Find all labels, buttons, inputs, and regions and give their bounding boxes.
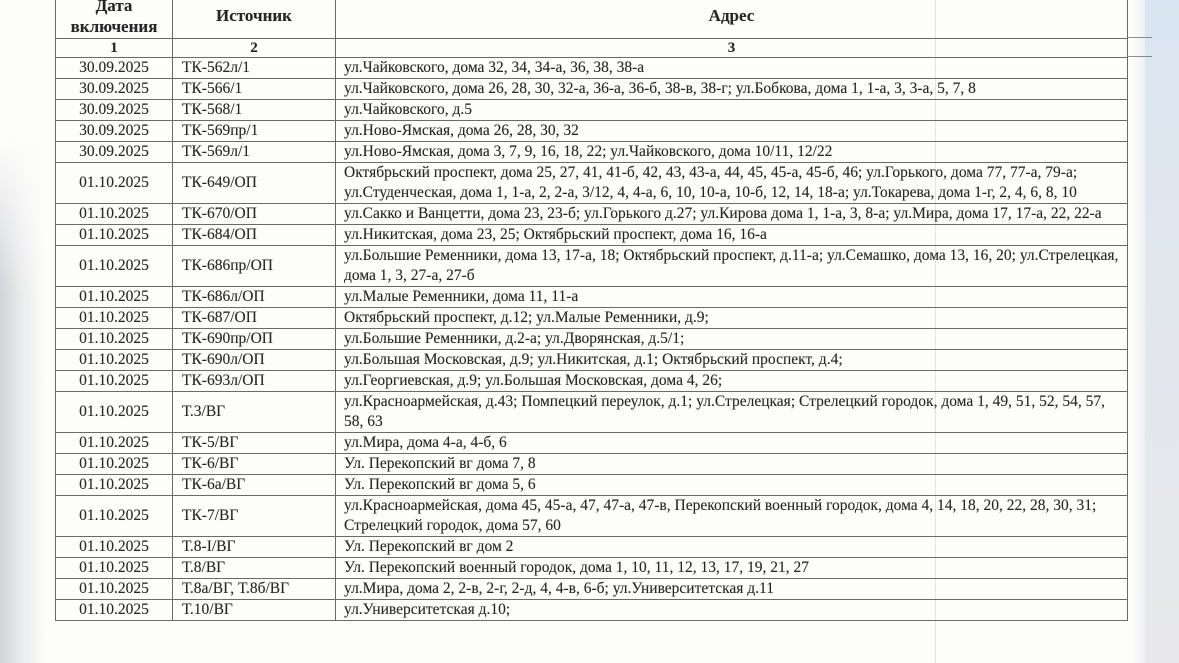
address-cell: Ул. Перекопский военный городок, дома 1, 10, 11, 12, 13, 17, 19, 21, 27	[336, 558, 1128, 579]
source-cell: ТК-684/ОП	[173, 225, 336, 246]
address-cell: ул.Малые Ременники, дома 11, 11-а	[336, 287, 1128, 308]
column-header-date: Дата включения	[56, 0, 173, 39]
table-row	[56, 204, 1128, 225]
table-body	[56, 58, 1128, 621]
address-cell: ул.Красноармейская, д.43; Помпецкий переулок, д.1; ул.Стрелецкая; Стрелецкий городок, дома 1, 49, 51, 52, 54, 57, 58, 63	[336, 392, 1128, 433]
address-cell: ул.Большие Ременники, д.2-а; ул.Дворянская, д.5/1;	[336, 329, 1128, 350]
table-row	[56, 392, 1128, 433]
column-number-2: 2	[173, 39, 336, 58]
scan-fold-line	[935, 0, 936, 663]
background-gradient-right	[1145, 0, 1179, 663]
table-row	[56, 537, 1128, 558]
address-cell: ул.Мира, дома 2, 2-в, 2-г, 2-д, 4, 4-в, 6-б; ул.Университетская д.11	[336, 579, 1128, 600]
address-cell: Ул. Перекопский вг дома 7, 8	[336, 454, 1128, 475]
table-row	[56, 558, 1128, 579]
date-cell: 01.10.2025	[56, 454, 173, 475]
date-cell: 01.10.2025	[56, 600, 173, 621]
source-cell: ТК-686пр/ОП	[173, 246, 336, 287]
date-cell: 01.10.2025	[56, 579, 173, 600]
table-row	[56, 100, 1128, 121]
date-cell: 01.10.2025	[56, 433, 173, 454]
date-cell: 30.09.2025	[56, 121, 173, 142]
date-cell: 01.10.2025	[56, 329, 173, 350]
column-header-address: Адрес	[336, 0, 1128, 39]
source-cell: ТК-562л/1	[173, 58, 336, 79]
date-cell: 30.09.2025	[56, 100, 173, 121]
source-cell: Т.8а/ВГ, Т.8б/ВГ	[173, 579, 336, 600]
cutoff-column-border-stub	[1127, 56, 1152, 57]
table-header-row	[56, 0, 1128, 39]
cutoff-column-border-stub	[1127, 37, 1152, 38]
table-row	[56, 454, 1128, 475]
address-cell: ул.Ново-Ямская, дома 3, 7, 9, 16, 18, 22; ул.Чайковского, дома 10/11, 12/22	[336, 142, 1128, 163]
table-row	[56, 163, 1128, 204]
source-cell: ТК-687/ОП	[173, 308, 336, 329]
table-row	[56, 329, 1128, 350]
table-row	[56, 350, 1128, 371]
date-cell: 30.09.2025	[56, 79, 173, 100]
table-row	[56, 246, 1128, 287]
date-cell: 01.10.2025	[56, 371, 173, 392]
date-cell: 01.10.2025	[56, 475, 173, 496]
table-row	[56, 371, 1128, 392]
table-row	[56, 308, 1128, 329]
source-cell: ТК-670/ОП	[173, 204, 336, 225]
date-cell: 01.10.2025	[56, 163, 173, 204]
address-cell: Ул. Перекопский вг дома 5, 6	[336, 475, 1128, 496]
date-cell: 01.10.2025	[56, 308, 173, 329]
source-cell: Т.8-I/ВГ	[173, 537, 336, 558]
table-row	[56, 58, 1128, 79]
date-cell: 01.10.2025	[56, 287, 173, 308]
page-edge-shadow-left	[0, 140, 46, 663]
address-cell: ул.Мира, дома 4-а, 4-б, 6	[336, 433, 1128, 454]
source-cell: Т.8/ВГ	[173, 558, 336, 579]
source-cell: ТК-7/ВГ	[173, 496, 336, 537]
date-cell: 01.10.2025	[56, 496, 173, 537]
table-row	[56, 600, 1128, 621]
address-cell: ул.Ново-Ямская, дома 26, 28, 30, 32	[336, 121, 1128, 142]
source-cell: ТК-690пр/ОП	[173, 329, 336, 350]
address-cell: ул.Чайковского, дома 32, 34, 34-а, 36, 38, 38-а	[336, 58, 1128, 79]
table-row	[56, 579, 1128, 600]
source-cell: ТК-568/1	[173, 100, 336, 121]
source-cell: Т.10/ВГ	[173, 600, 336, 621]
table-row	[56, 433, 1128, 454]
date-cell: 01.10.2025	[56, 350, 173, 371]
address-cell: ул.Большие Ременники, дома 13, 17-а, 18; Октябрьский проспект, д.11-а; ул.Семашко, дома 13, 16, 20; ул.Стрелецкая, дома 1, 3, 27-а, 27-б	[336, 246, 1128, 287]
heating-schedule-table	[55, 0, 1128, 621]
date-cell: 01.10.2025	[56, 225, 173, 246]
column-header-source: Источник	[173, 0, 336, 39]
address-cell: ул.Чайковского, дома 26, 28, 30, 32-а, 36-а, 36-б, 38-в, 38-г; ул.Бобкова, дома 1, 1-а, 3, 3-а, 5, 7, 8	[336, 79, 1128, 100]
table-row	[56, 496, 1128, 537]
table-row	[56, 287, 1128, 308]
source-cell: ТК-690л/ОП	[173, 350, 336, 371]
address-cell: ул.Университетская д.10;	[336, 600, 1128, 621]
table-row	[56, 79, 1128, 100]
date-cell: 01.10.2025	[56, 392, 173, 433]
date-cell: 01.10.2025	[56, 537, 173, 558]
column-number-1: 1	[56, 39, 173, 58]
address-cell: ул.Большая Московская, д.9; ул.Никитская, д.1; Октябрьский проспект, д.4;	[336, 350, 1128, 371]
address-cell: Ул. Перекопский вг дом 2	[336, 537, 1128, 558]
source-cell: ТК-5/ВГ	[173, 433, 336, 454]
source-cell: ТК-569л/1	[173, 142, 336, 163]
source-cell: ТК-6а/ВГ	[173, 475, 336, 496]
date-cell: 01.10.2025	[56, 246, 173, 287]
table-row	[56, 142, 1128, 163]
source-cell: ТК-649/ОП	[173, 163, 336, 204]
address-cell: ул.Сакко и Ванцетти, дома 23, 23-б; ул.Горького д.27; ул.Кирова дома 1, 1-а, 3, 8-а; ул.Мира, дома 17, 17-а, 22, 22-а	[336, 204, 1128, 225]
address-cell: Октябрьский проспект, д.12; ул.Малые Ременники, д.9;	[336, 308, 1128, 329]
table-row	[56, 121, 1128, 142]
source-cell: ТК-566/1	[173, 79, 336, 100]
source-cell: Т.3/ВГ	[173, 392, 336, 433]
source-cell: ТК-569пр/1	[173, 121, 336, 142]
address-cell: ул.Никитская, дома 23, 25; Октябрьский проспект, дома 16, 16-а	[336, 225, 1128, 246]
address-cell: ул.Георгиевская, д.9; ул.Большая Московская, дома 4, 26;	[336, 371, 1128, 392]
date-cell: 01.10.2025	[56, 558, 173, 579]
date-cell: 30.09.2025	[56, 142, 173, 163]
date-cell: 01.10.2025	[56, 204, 173, 225]
date-cell: 30.09.2025	[56, 58, 173, 79]
address-cell: Октябрьский проспект, дома 25, 27, 41, 41-б, 42, 43, 43-а, 44, 45, 45-а, 45-б, 46; ул.Горького, дома 77, 77-а, 79-а; ул.Студенческая, дома 1, 1-а, 2, 2-а, 3/12, 4, 4-а, 6, 10, 10-а, 10-б, 12, 14, 18-а; ул.Токарева, дома 1-г, 2, 4, 6, 8, 10	[336, 163, 1128, 204]
table-row	[56, 225, 1128, 246]
source-cell: ТК-693л/ОП	[173, 371, 336, 392]
table-row	[56, 475, 1128, 496]
source-cell: ТК-6/ВГ	[173, 454, 336, 475]
address-cell: ул.Чайковского, д.5	[336, 100, 1128, 121]
source-cell: ТК-686л/ОП	[173, 287, 336, 308]
address-cell: ул.Красноармейская, дома 45, 45-а, 47, 47-а, 47-в, Перекопский военный городок, дома 4, 14, 18, 20, 22, 28, 30, 31; Стрелецкий городок, дома 57, 60	[336, 496, 1128, 537]
column-number-row	[56, 39, 1128, 58]
column-number-3: 3	[336, 39, 1128, 58]
